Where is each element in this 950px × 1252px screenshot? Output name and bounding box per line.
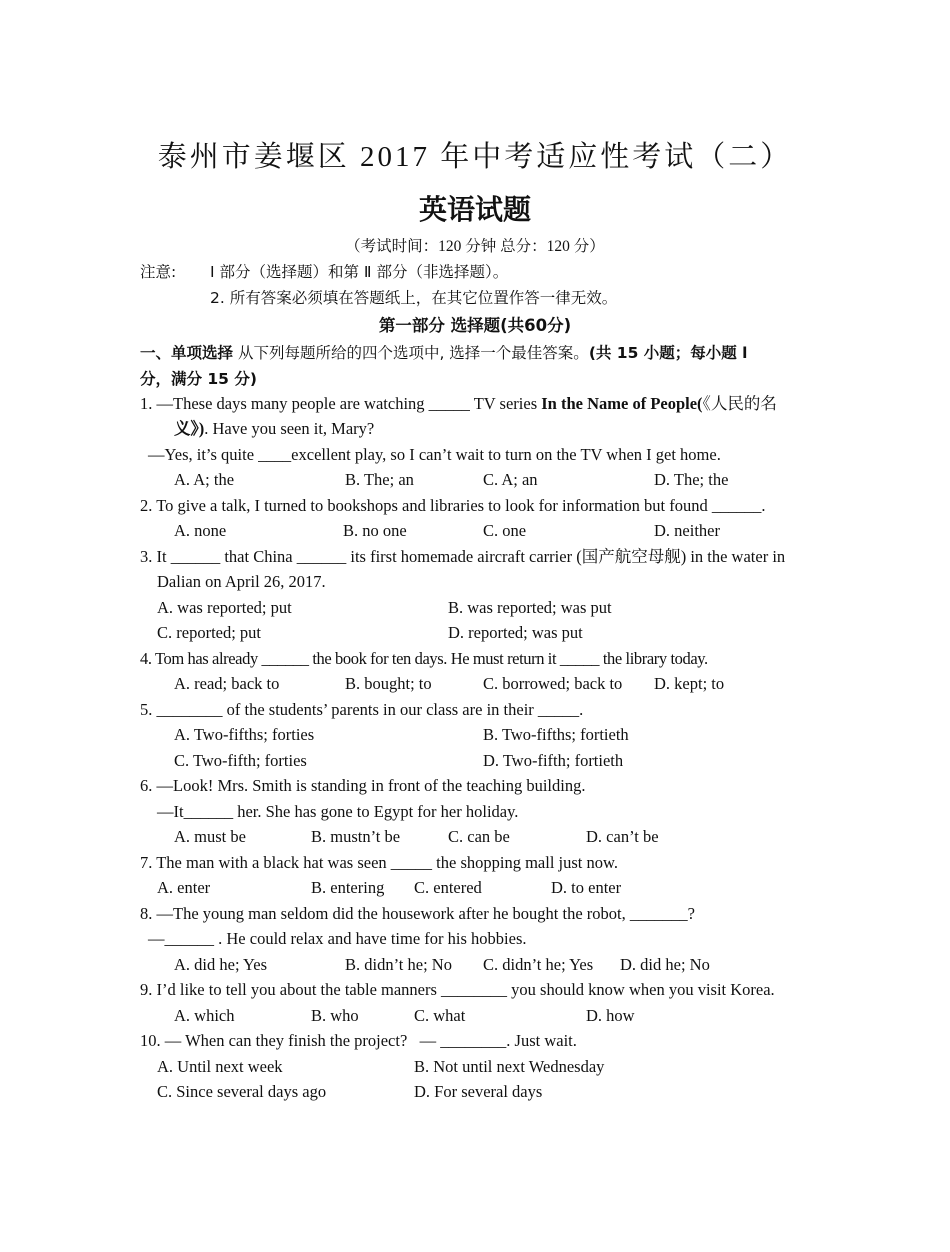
- question-8-option-c[interactable]: C. didn’t he; Yes: [483, 955, 594, 974]
- question-4-option-d[interactable]: D. kept; to: [654, 674, 725, 693]
- question-1-option-d[interactable]: D. The; the: [654, 470, 729, 489]
- question-3-line-1: 3. It ______ that China ______ its first homemade aircraft carrier (国产航空母舰) in the water in: [140, 547, 786, 566]
- question-2-option-b[interactable]: B. no one: [343, 521, 407, 540]
- question-1-text-a: 1. —These days many people are watching _____ TV series: [140, 394, 542, 413]
- question-8-line-2: —______ . He could relax and have time for his hobbies.: [148, 929, 527, 948]
- question-9-option-d[interactable]: D. how: [586, 1006, 635, 1025]
- question-5-option-a[interactable]: A. Two-fifths; forties: [174, 725, 315, 744]
- question-9-text: 9. I’d like to tell you about the table manners ________ you should know when you visit Korea.: [140, 980, 775, 999]
- question-3-option-d[interactable]: D. reported; was put: [448, 623, 583, 642]
- question-9-option-b[interactable]: B. who: [311, 1006, 359, 1025]
- question-4-option-a[interactable]: A. read; back to: [174, 674, 280, 693]
- notice-label: 注意:: [140, 263, 177, 281]
- question-1-option-a[interactable]: A. A; the: [174, 470, 235, 489]
- question-5-option-c[interactable]: C. Two-fifth; forties: [174, 751, 307, 770]
- question-2-option-d[interactable]: D. neither: [654, 521, 720, 540]
- question-4-text: 4. Tom has already ______ the book for ten days. He must return it _____ the library today.: [140, 649, 708, 668]
- question-3-option-b[interactable]: B. was reported; was put: [448, 598, 612, 617]
- question-1-title-cn-end: 义》: [174, 419, 199, 438]
- question-2-text: 2. To give a talk, I turned to bookshops and libraries to look for information but found ______.: [140, 496, 766, 515]
- section-heading-label: 一、单项选择: [140, 344, 234, 362]
- question-5-text: 5. ________ of the students’ parents in our class are in their _____.: [140, 700, 584, 719]
- question-2-option-c[interactable]: C. one: [483, 521, 527, 540]
- question-6-option-b[interactable]: B. mustn’t be: [311, 827, 401, 846]
- question-7-option-a[interactable]: A. enter: [157, 878, 211, 897]
- section-heading-count: (共 15 小题；每小题 l: [588, 344, 748, 362]
- question-1-line-1: [140, 393, 777, 415]
- question-5-option-b[interactable]: B. Two-fifths; fortieth: [483, 725, 629, 744]
- question-2-option-a[interactable]: A. none: [174, 521, 227, 540]
- exam-timing: （考试时间：120 分钟 总分：120 分）: [345, 238, 605, 255]
- question-1-title-bold: In the Name of People(: [541, 394, 703, 413]
- question-8-option-b[interactable]: B. didn’t he; No: [345, 955, 452, 974]
- question-6-line-2: —It______ her. She has gone to Egypt for her holiday.: [157, 802, 519, 821]
- part-one-heading: 第一部分 选择题(共60分): [378, 316, 572, 335]
- question-5-option-d[interactable]: D. Two-fifth; fortieth: [483, 751, 624, 770]
- question-6-option-d[interactable]: D. can’t be: [586, 827, 659, 846]
- question-9-option-c[interactable]: C. what: [414, 1006, 466, 1025]
- question-1-option-c[interactable]: C. A; an: [483, 470, 538, 489]
- question-10-option-c[interactable]: C. Since several days ago: [157, 1082, 327, 1101]
- question-6-option-c[interactable]: C. can be: [448, 827, 510, 846]
- question-3-option-c[interactable]: C. reported; put: [157, 623, 262, 642]
- section-heading-text: 从下列每题所给的四个选项中, 选择一个最佳答案。: [233, 344, 589, 362]
- section-heading-line-2: 分，满分 15 分): [140, 370, 257, 388]
- exam-title: 泰州市姜堰区 2017 年中考适应性考试（二）: [157, 141, 793, 173]
- notice-line-2: 2. 所有答案必须填在答题纸上，在其它位置作答一律无效。: [210, 289, 618, 307]
- question-6-option-a[interactable]: A. must be: [174, 827, 246, 846]
- question-8-option-d[interactable]: D. did he; No: [620, 955, 710, 974]
- question-7-text: 7. The man with a black hat was seen _____ the shopping mall just now.: [140, 853, 618, 872]
- question-3-option-a[interactable]: A. was reported; put: [157, 598, 292, 617]
- question-8-option-a[interactable]: A. did he; Yes: [174, 955, 268, 974]
- question-1-line-3: —Yes, it’s quite ____excellent play, so I can’t wait to turn on the TV when I get home.: [148, 445, 721, 464]
- question-10-option-a[interactable]: A. Until next week: [157, 1057, 283, 1076]
- section-heading: [140, 342, 747, 364]
- question-4-option-b[interactable]: B. bought; to: [345, 674, 432, 693]
- question-7-option-d[interactable]: D. to enter: [551, 878, 622, 897]
- question-1-title-cn: 《人民的名: [702, 394, 777, 413]
- question-6-line-1: 6. —Look! Mrs. Smith is standing in front of the teaching building.: [140, 776, 586, 795]
- question-7-option-b[interactable]: B. entering: [311, 878, 385, 897]
- question-1-paren: ): [198, 419, 205, 438]
- question-1-option-b[interactable]: B. The; an: [345, 470, 414, 489]
- question-3-line-2: Dalian on April 26, 2017.: [157, 572, 326, 591]
- question-10-text: 10. — When can they finish the project? — ________. Just wait.: [140, 1031, 577, 1050]
- question-4-option-c[interactable]: C. borrowed; back to: [483, 674, 623, 693]
- question-9-option-a[interactable]: A. which: [174, 1006, 235, 1025]
- notice-line-1: Ⅰ 部分（选择题）和第 Ⅱ 部分（非选择题）。: [210, 263, 509, 281]
- question-1-line-2: [174, 418, 374, 440]
- question-8-line-1: 8. —The young man seldom did the housework after he bought the robot, _______?: [140, 904, 695, 923]
- question-7-option-c[interactable]: C. entered: [414, 878, 482, 897]
- exam-subtitle: 英语试题: [418, 193, 531, 226]
- question-1-text-b: . Have you seen it, Mary?: [204, 419, 375, 438]
- question-10-option-b[interactable]: B. Not until next Wednesday: [414, 1057, 605, 1076]
- question-10-option-d[interactable]: D. For several days: [414, 1082, 543, 1101]
